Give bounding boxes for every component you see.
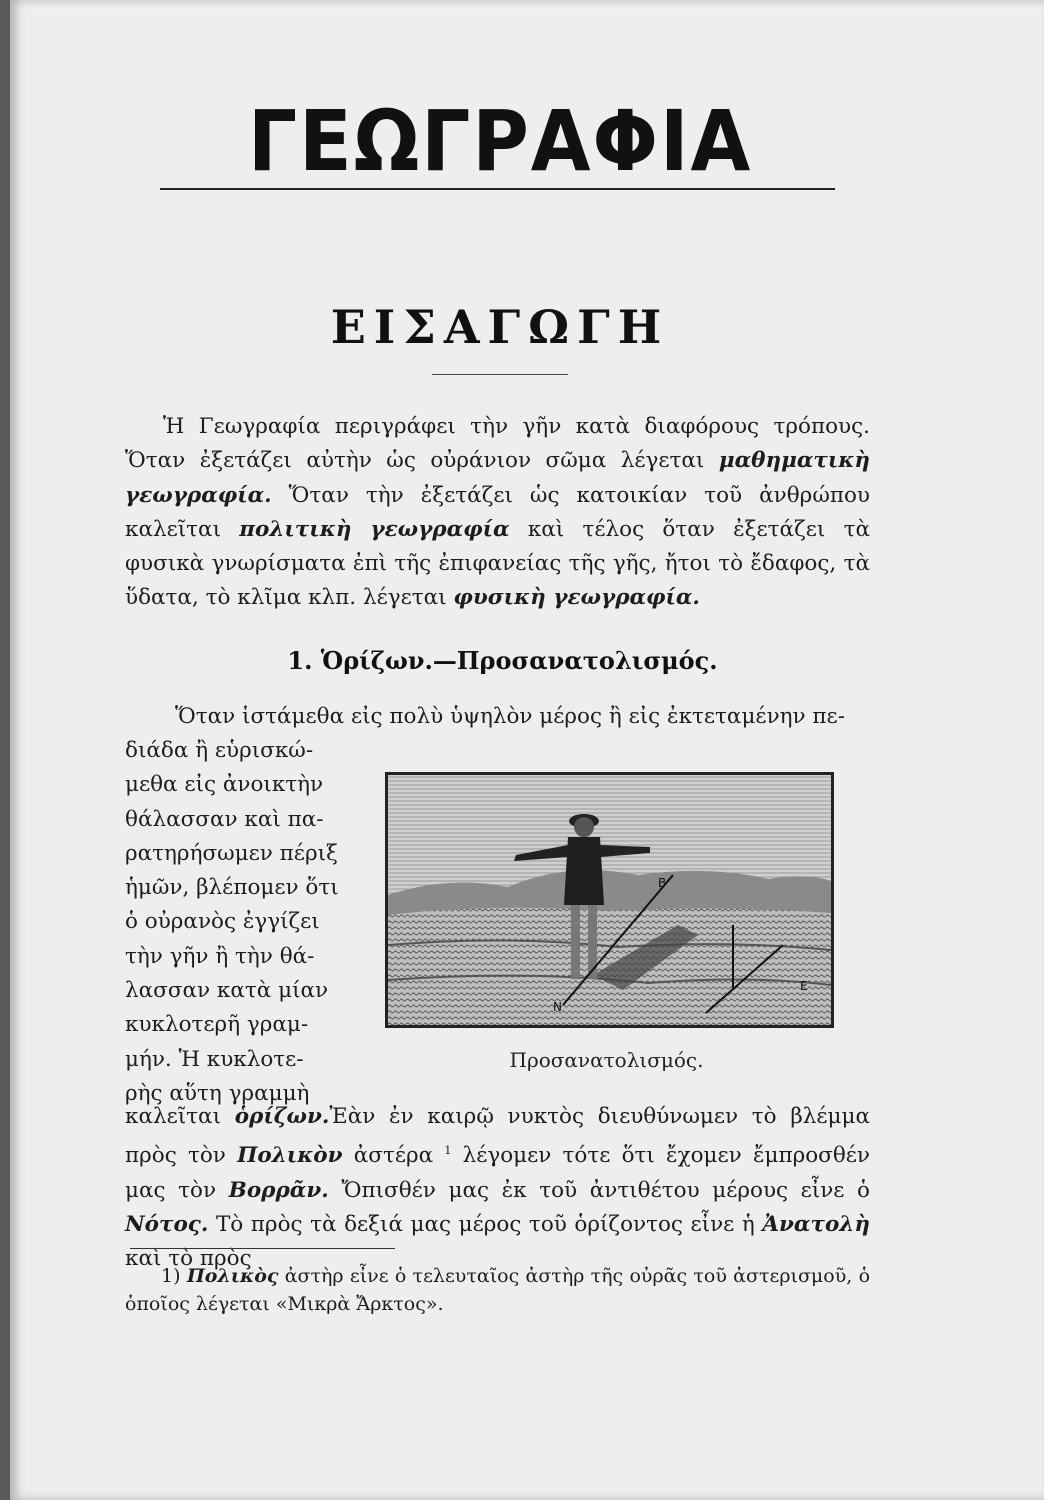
text-line: διάδα ἢ εὑρισκώ- xyxy=(125,738,314,763)
cont-text: ἀστέρα xyxy=(342,1143,445,1169)
text-line: ὁ οὐρανὸς ἐγγίζει xyxy=(125,909,320,935)
text-line: μεθα εἰς ἀνοικτὴν xyxy=(125,772,324,798)
text-line: ρὴς αὕτη γραμμὴ xyxy=(125,1080,310,1106)
intro-paragraph xyxy=(125,410,870,616)
cont-text: καλεῖται xyxy=(125,1104,235,1129)
footnote-term: Πολικὸς xyxy=(186,1265,279,1287)
text-line: κυκλοτερῆ γραμ- xyxy=(125,1012,309,1038)
cont-text: καὶ τὸ πρὸς xyxy=(125,1246,252,1272)
section-heading: 1. Ὁρίζων.—Προσανατολισμός. xyxy=(287,646,718,675)
chapter-title: ΕΙΣΑΓΩΓΗ xyxy=(330,300,670,354)
term-political-geography: πολιτικὴ γεωγραφία xyxy=(239,516,510,542)
title-divider xyxy=(160,188,835,190)
page-spine-shadow xyxy=(0,0,10,1500)
figure-caption: Προσανατολισμός. xyxy=(509,1048,704,1072)
footnote-divider xyxy=(130,1248,395,1249)
orientation-engraving xyxy=(388,775,831,1025)
label-e: E xyxy=(800,979,808,993)
term-mathematical-geography: μαθηματικὴ γεωγραφία. xyxy=(125,448,870,508)
orientation-illustration xyxy=(385,772,834,1028)
page-title: ΓΕΩΓΡΑΦΙΑ xyxy=(247,92,753,190)
text-line: τὴν γῆν ἢ τὴν θά- xyxy=(125,943,315,969)
cont-text: Ἐὰν ἐν καιρῷ νυκτὸς διευθύνωμεν τὸ βλέμμα πρὸς τὸν xyxy=(125,1104,870,1169)
label-b: B xyxy=(658,876,667,890)
intro-text-1: Ἡ Γεωγραφία περιγράφει τὴν γῆν κατὰ διαφόρους τρόπους. Ὅταν ἐξετάζει αὐτὴν ὡς οὐράνιον σῶμα λέγεται xyxy=(125,414,870,474)
text-line: λασσαν κατὰ μίαν xyxy=(125,978,329,1004)
label-n: N xyxy=(553,1000,562,1014)
term-east: Ἀνατολὴ xyxy=(762,1212,870,1238)
term-north: Βορρᾶν. xyxy=(228,1177,329,1203)
footnote xyxy=(125,1262,870,1318)
text-line: θάλασσαν καὶ πα- xyxy=(125,806,324,832)
cont-text: λέγομεν τότε ὅτι ἔχομεν ἔμπροσθέν μας τὸν xyxy=(125,1143,870,1203)
cont-text: Ὄπισθέν μας ἐκ τοῦ ἀντιθέτου μέρους εἶνε ὁ xyxy=(328,1177,870,1203)
wrapped-text-column xyxy=(125,734,340,1111)
text-line: μήν. Ἡ κυκλοτε- xyxy=(125,1046,304,1072)
body-first-line: Ὅταν ἱστάμεθα εἰς πολὺ ὑψηλὸν μέρος ἢ εἰς ἐκτεταμένην πε- xyxy=(175,704,845,729)
footnote-number: 1) xyxy=(161,1265,181,1287)
footnote-ref: 1 xyxy=(444,1144,452,1158)
text-line: ρατηρήσωμεν πέριξ xyxy=(125,840,338,866)
cont-text: Τὸ πρὸς τὰ δεξιά μας μέρος τοῦ ὁρίζοντος εἶνε ἡ xyxy=(208,1212,763,1238)
intro-text-2: Ὅταν τὴν ἐξετάζει ὡς κατοικίαν τοῦ ἀνθρώπου καλεῖται xyxy=(125,482,870,542)
term-polar-star: Πολικὸν xyxy=(237,1143,343,1169)
body-continuation xyxy=(125,1100,870,1277)
footnote-text: ἀστὴρ εἶνε ὁ τελευταῖος ἀστὴρ τῆς οὐρᾶς τοῦ ἀστερισμοῦ, ὁ ὁποῖος λέγεται «Μικρὰ Ἄρκτος». xyxy=(125,1265,871,1315)
chapter-divider xyxy=(432,374,568,375)
intro-text-3: καὶ τέλος ὅταν ἐξετάζει τὰ φυσικὰ γνωρίσματα ἐπὶ τῆς ἐπιφανείας τῆς γῆς, ἤτοι τὸ ἔδαφος, τὰ ὕδατα, τὸ κλῖμα κλπ. λέγεται xyxy=(125,516,870,611)
text-line: ἡμῶν, βλέπομεν ὅτι xyxy=(125,875,339,901)
term-physical-geography: φυσικὴ γεωγραφία. xyxy=(453,585,700,611)
term-south: Νότος. xyxy=(125,1212,209,1238)
term-horizon: ὁρίζων. xyxy=(234,1104,330,1129)
